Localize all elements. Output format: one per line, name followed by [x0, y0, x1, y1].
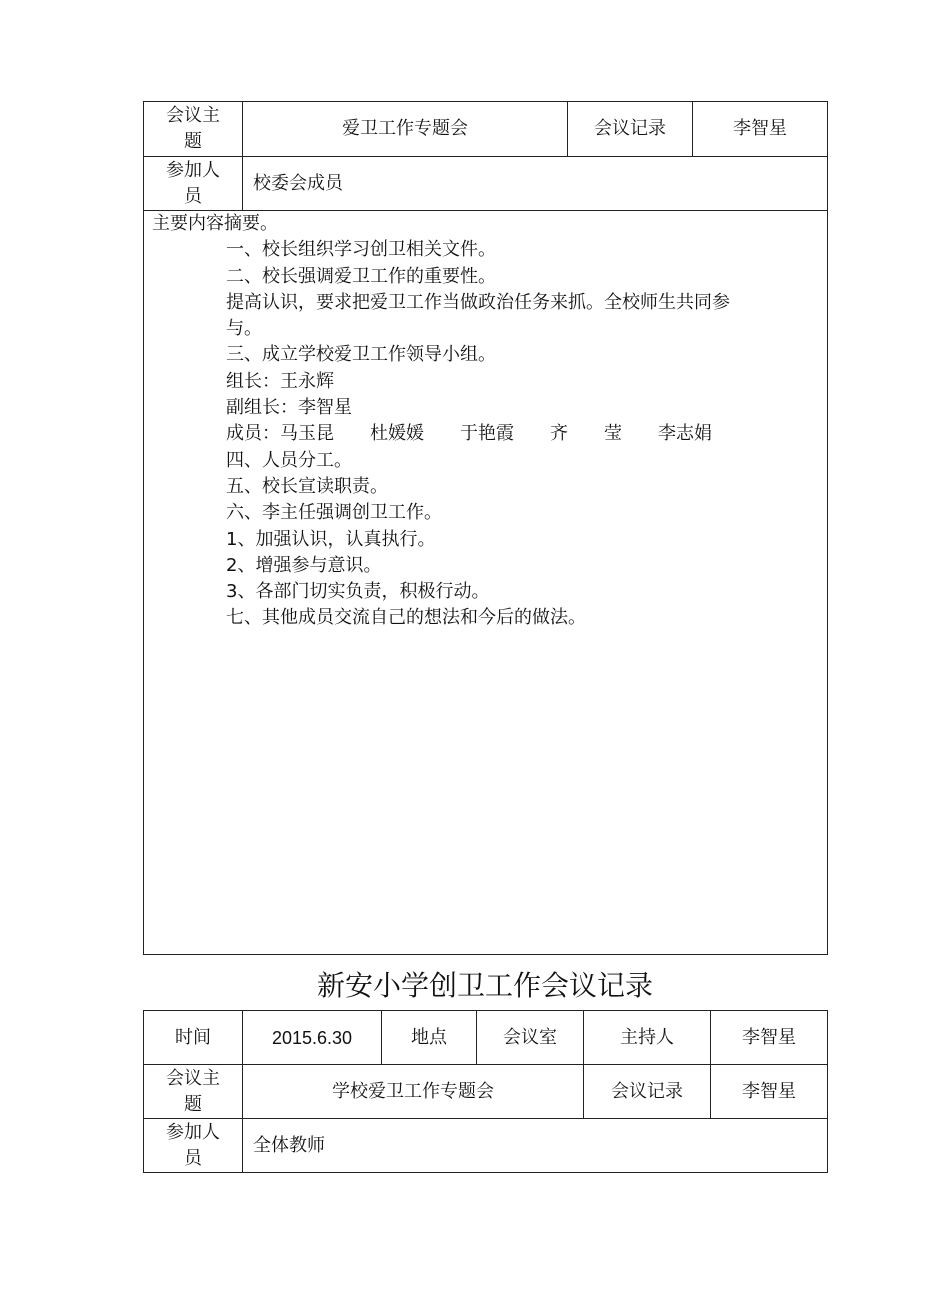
- meeting-table-1: [143, 101, 828, 955]
- summary-line: 成员：马玉昆 杜媛媛 于艳霞 齐 莹 李志娟: [226, 423, 712, 445]
- topic-value: 学校爱卫工作专题会: [243, 1065, 584, 1119]
- recorder-value: 李智星: [693, 102, 828, 157]
- place-label: 地点: [382, 1011, 477, 1065]
- summary-line: 副组长：李智星: [226, 397, 352, 419]
- attendees-value: 全体教师: [243, 1119, 828, 1173]
- summary-line: 2、增强参与意识。: [226, 554, 382, 576]
- summary-line: 四、人员分工。: [226, 449, 352, 471]
- attendees-label: 参加人员: [166, 159, 220, 207]
- summary-line: 与。: [226, 318, 262, 340]
- meeting-table-2: [143, 1010, 828, 1173]
- summary-line: 1、加强认识，认真执行。: [226, 528, 436, 550]
- host-label: 主持人: [584, 1011, 711, 1065]
- topic-label: 会议主题: [166, 105, 220, 152]
- summary-line: 3、各部门切实负责，积极行动。: [226, 581, 490, 603]
- document-title: 新安小学创卫工作会议记录: [316, 969, 653, 1002]
- time-label: 时间: [144, 1011, 243, 1065]
- topic-label-cell: [144, 1065, 243, 1119]
- summary-line: 二、校长强调爱卫工作的重要性。: [226, 265, 496, 287]
- recorder-value: 李智星: [711, 1065, 828, 1119]
- summary-line: 六、李主任强调创卫工作。: [226, 502, 442, 524]
- topic-label: 会议主题: [166, 1067, 220, 1115]
- recorder-label: 会议记录: [584, 1065, 711, 1119]
- summary-line: 五、校长宣读职责。: [226, 475, 388, 497]
- place-value: 会议室: [477, 1011, 584, 1065]
- topic-label-cell: [144, 102, 243, 157]
- summary-line: 七、其他成员交流自己的想法和今后的做法。: [226, 607, 586, 629]
- attendees-label-cell: [144, 157, 243, 211]
- time-value: 2015.6.30: [243, 1011, 382, 1065]
- attendees-label-cell: [144, 1119, 243, 1173]
- attendees-label: 参加人员: [166, 1121, 220, 1169]
- summary-line: 提高认识，要求把爱卫工作当做政治任务来抓。全校师生共同参: [226, 291, 730, 313]
- summary-cell: [144, 211, 828, 955]
- summary-heading: 主要内容摘要。: [152, 213, 278, 234]
- summary-line: 组长：王永辉: [226, 370, 334, 392]
- summary-content: [144, 211, 827, 632]
- topic-value: 爱卫工作专题会: [243, 102, 568, 157]
- summary-line: 三、成立学校爱卫工作领导小组。: [226, 344, 496, 366]
- summary-line: 一、校长组织学习创卫相关文件。: [226, 239, 496, 261]
- recorder-label: 会议记录: [568, 102, 693, 157]
- attendees-value: 校委会成员: [243, 157, 828, 211]
- host-value: 李智星: [711, 1011, 828, 1065]
